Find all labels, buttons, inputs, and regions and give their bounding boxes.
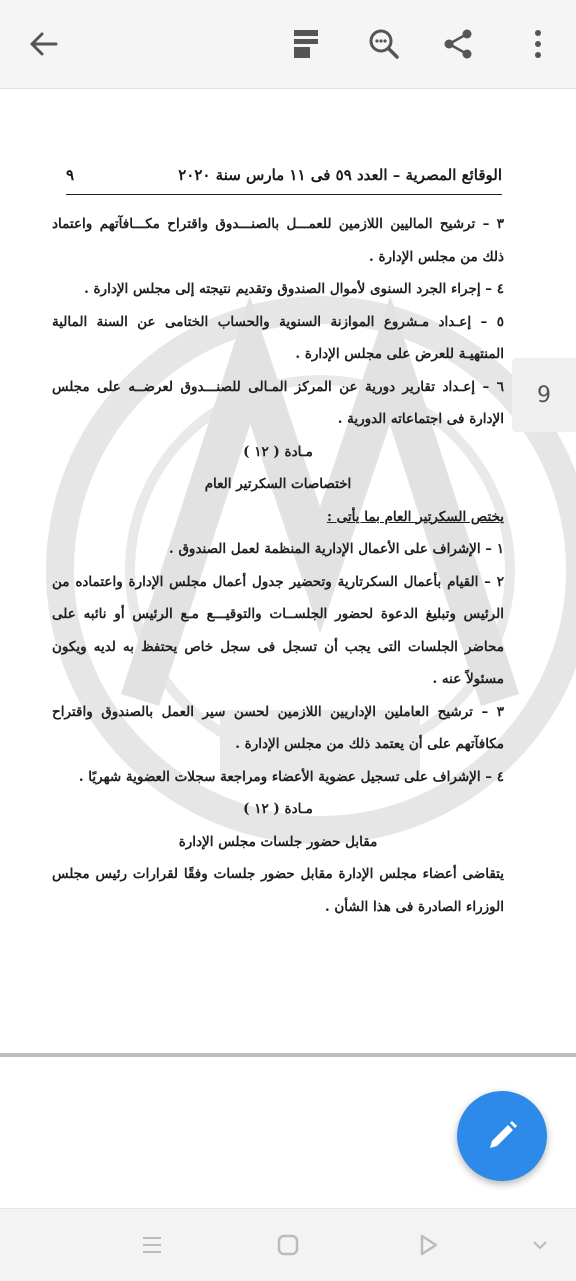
document-body bbox=[52, 208, 504, 923]
home-icon[interactable] bbox=[268, 1225, 308, 1265]
nav-back-icon[interactable] bbox=[408, 1225, 448, 1265]
paragraph: ٦ – إعـداد تقارير دورية عن المركز المـالى للصنـــدوق لعرضــه على مجلس الإدارة فى اجتماعاته الدورية . bbox=[52, 378, 504, 427]
header-page-number: ٩ bbox=[66, 166, 75, 184]
chevron-down-icon[interactable] bbox=[520, 1225, 560, 1265]
list-item: ٢ – القيام بأعمال السكرتارية وتحضير جدول أعمال مجلس الإدارة واعتماده من الرئيس وتبليغ الدعوة لحضور الجلســات والتوقيـــع مـع الرئيس أو نائبه على محاضر الجلسات التى يجب أن تسجل فى سجل خاص يحتفظ به لديه ويكون مسئولاً عنه . bbox=[52, 573, 504, 687]
edit-pencil-icon bbox=[485, 1119, 519, 1153]
arrow-left-icon[interactable] bbox=[22, 22, 66, 66]
article-heading: مـادة ( ١٢ ) bbox=[243, 443, 313, 460]
header-title: الوقائع المصرية – العدد ٥٩ فى ١١ مارس سنة ٢٠٢٠ bbox=[178, 166, 502, 184]
list-item: ١ – الإشراف على الأعمال الإدارية المنظمة لعمل الصندوق . bbox=[169, 541, 504, 557]
app-toolbar bbox=[0, 0, 576, 89]
gazette-header bbox=[66, 160, 502, 195]
article-subheading: مقابل حضور جلسات مجلس الإدارة bbox=[178, 833, 378, 850]
document-page[interactable] bbox=[0, 90, 576, 1055]
more-vertical-icon[interactable] bbox=[516, 22, 560, 66]
paragraph: يتقاضى أعضاء مجلس الإدارة مقابل حضور جلسات وفقًا لقرارات رئيس مجلس الوزراء الصادرة فى هذا الشأن . bbox=[52, 866, 504, 915]
system-nav-bar bbox=[0, 1208, 576, 1281]
page-divider bbox=[0, 1053, 576, 1057]
article-intro: يختص السكرتير العام بما يأتى : bbox=[326, 508, 504, 525]
layout-icon[interactable] bbox=[284, 22, 328, 66]
zoom-search-icon[interactable] bbox=[362, 22, 406, 66]
list-item: ٣ – ترشيح العاملين الإداريين اللازمين لحسن سير العمل بالصندوق واقتراح مكافآتهم على أن يعتمد ذلك من مجلس الإدارة . bbox=[52, 703, 504, 752]
paragraph: ٤ – إجراء الجرد السنوى لأموال الصندوق وتقديم نتيجته إلى مجلس الإدارة . bbox=[84, 281, 504, 297]
edit-fab-button[interactable] bbox=[457, 1091, 547, 1181]
article-heading: مـادة ( ١٢ ) bbox=[243, 801, 313, 817]
page-indicator: 9 bbox=[512, 358, 576, 432]
paragraph: ٣ – ترشيح الماليين اللازمين للعمـــل بالصنـــدوق واقتراح مكـــافآتهم واعتماد ذلك من مجلس الإدارة . bbox=[52, 216, 504, 265]
recents-icon[interactable] bbox=[132, 1225, 172, 1265]
paragraph: ٥ – إعـداد مـشروع الموازنة السنوية والحساب الختامى عن السنة المالية المنتهيـة للعرض على مجلس الإدارة . bbox=[52, 313, 504, 362]
share-icon[interactable] bbox=[436, 22, 480, 66]
list-item: ٤ – الإشراف على تسجيل عضوية الأعضاء ومراجعة سجلات العضوية شهريًا . bbox=[78, 768, 504, 785]
article-subheading: اختصاصات السكرتير العام bbox=[204, 476, 352, 492]
